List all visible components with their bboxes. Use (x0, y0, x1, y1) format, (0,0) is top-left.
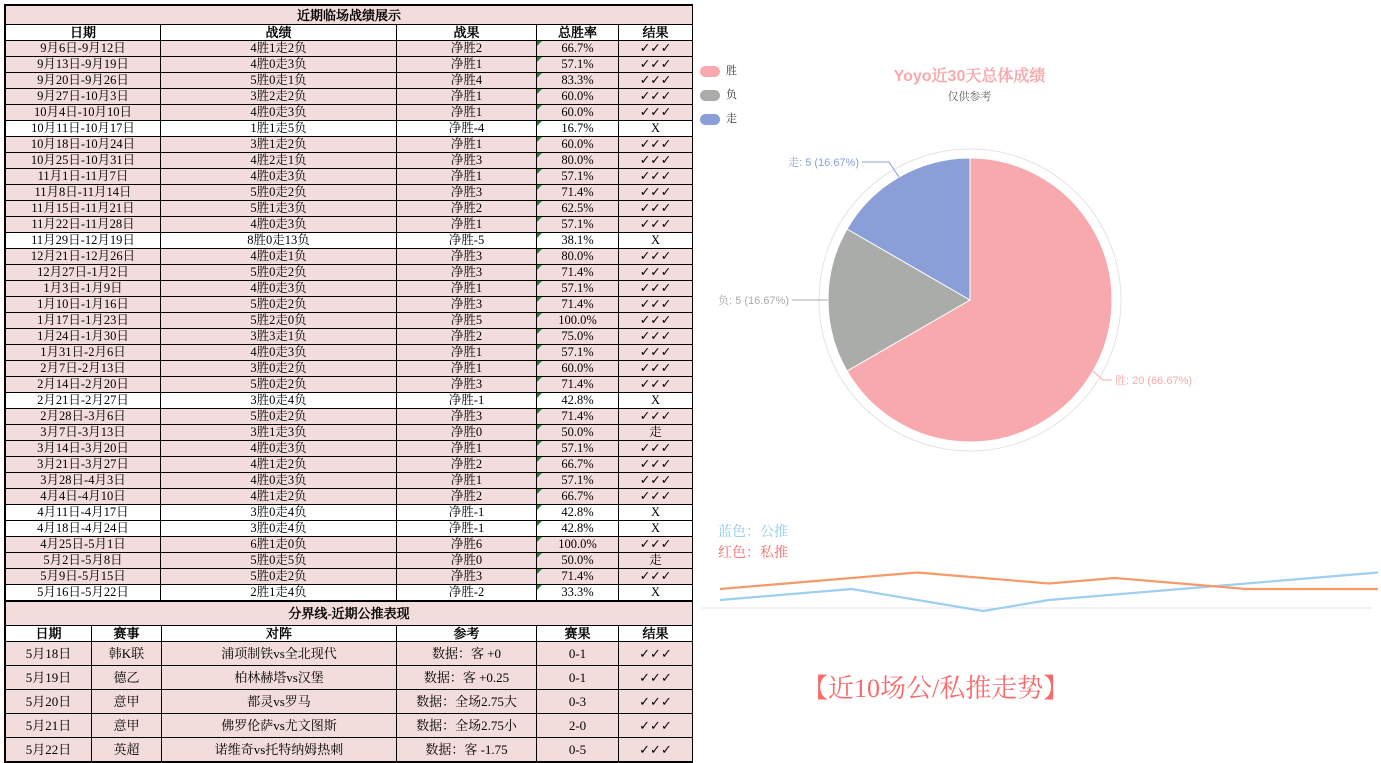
cell-reference: 数据：客 +0 (397, 642, 537, 666)
cell-result: ✓✓✓ (619, 201, 693, 217)
cell-record: 5胜0走2负 (161, 265, 397, 281)
cell-win-rate: 57.1% (537, 281, 619, 297)
recent-title: 分界线-近期公推表现 (6, 602, 693, 626)
table-row (6, 393, 693, 409)
cell-net: 净胜-4 (397, 121, 537, 137)
weekly-records-table (5, 5, 693, 601)
cell-win-rate: 57.1% (537, 473, 619, 489)
cell-date: 1月10日-1月16日 (6, 297, 161, 313)
table-row (6, 185, 693, 201)
cell-result: ✓✓✓ (619, 537, 693, 553)
cell-date: 10月11日-10月17日 (6, 121, 161, 137)
cell-date: 5月2日-5月8日 (6, 553, 161, 569)
table-row (6, 714, 693, 738)
cell-net: 净胜2 (397, 41, 537, 57)
table-row (6, 73, 693, 89)
cell-date: 5月21日 (6, 714, 92, 738)
cell-record: 4胜0走3负 (161, 169, 397, 185)
cell-result: X (619, 585, 693, 601)
cell-result: ✓✓✓ (619, 409, 693, 425)
cell-win-rate: 33.3% (537, 585, 619, 601)
cell-net: 净胜0 (397, 553, 537, 569)
blue-legend-label: 蓝色：公推 (718, 525, 788, 540)
cell-date: 1月31日-2月6日 (6, 345, 161, 361)
cell-record: 4胜0走3负 (161, 57, 397, 73)
cell-net: 净胜5 (397, 313, 537, 329)
header-win-rate: 总胜率 (537, 25, 619, 41)
cell-win-rate: 75.0% (537, 329, 619, 345)
cell-record: 5胜0走2负 (161, 297, 397, 313)
cell-record: 4胜0走3负 (161, 217, 397, 233)
cell-win-rate: 38.1% (537, 233, 619, 249)
cell-record: 4胜0走3负 (161, 441, 397, 457)
cell-win-rate: 60.0% (537, 137, 619, 153)
cell-date: 10月4日-10月10日 (6, 105, 161, 121)
cell-net: 净胜-5 (397, 233, 537, 249)
cell-date: 10月18日-10月24日 (6, 137, 161, 153)
cell-win-rate: 16.7% (537, 121, 619, 137)
cell-win-rate: 60.0% (537, 105, 619, 121)
cell-record: 3胜3走1负 (161, 329, 397, 345)
cell-win-rate: 57.1% (537, 169, 619, 185)
cell-match: 佛罗伦萨vs尤文图斯 (162, 714, 397, 738)
cell-win-rate: 42.8% (537, 505, 619, 521)
header-reference: 参考 (397, 626, 537, 642)
table-row (6, 569, 693, 585)
cell-league: 意甲 (92, 714, 162, 738)
cell-result: X (619, 521, 693, 537)
cell-result: ✓✓✓ (619, 489, 693, 505)
table-row (6, 666, 693, 690)
header-record: 战绩 (161, 25, 397, 41)
cell-record: 4胜1走2负 (161, 489, 397, 505)
cell-result: ✓✓✓ (619, 642, 693, 666)
cell-score: 0-5 (537, 738, 619, 762)
cell-result: ✓✓✓ (619, 738, 693, 762)
legend-label: 胜 (726, 65, 737, 77)
recent-picks-table (5, 601, 693, 762)
cell-score: 0-1 (537, 642, 619, 666)
cell-record: 4胜2走1负 (161, 153, 397, 169)
table-row (6, 297, 693, 313)
trend-line-公推 (720, 573, 1378, 612)
header-league: 赛事 (92, 626, 162, 642)
cell-record: 3胜0走4负 (161, 505, 397, 521)
cell-win-rate: 66.7% (537, 41, 619, 57)
sheet-title: 近期临场战绩展示 (6, 6, 693, 25)
cell-result: ✓✓✓ (619, 217, 693, 233)
cell-win-rate: 66.7% (537, 489, 619, 505)
cell-result: ✓✓✓ (619, 57, 693, 73)
cell-record: 8胜0走13负 (161, 233, 397, 249)
cell-net: 净胜3 (397, 297, 537, 313)
cell-win-rate: 42.8% (537, 521, 619, 537)
cell-record: 4胜1走2负 (161, 457, 397, 473)
table-row (6, 521, 693, 537)
cell-net: 净胜1 (397, 361, 537, 377)
cell-result: ✓✓✓ (619, 377, 693, 393)
cell-date: 4月11日-4月17日 (6, 505, 161, 521)
cell-net: 净胜3 (397, 265, 537, 281)
cell-record: 5胜0走2负 (161, 409, 397, 425)
cell-date: 5月22日 (6, 738, 92, 762)
cell-win-rate: 71.4% (537, 185, 619, 201)
table-row (6, 57, 693, 73)
cell-win-rate: 100.0% (537, 313, 619, 329)
cell-net: 净胜3 (397, 377, 537, 393)
cell-net: 净胜3 (397, 249, 537, 265)
cell-date: 3月21日-3月27日 (6, 457, 161, 473)
cell-score: 0-1 (537, 666, 619, 690)
cell-record: 5胜0走2负 (161, 569, 397, 585)
table-row (6, 361, 693, 377)
cell-result: X (619, 505, 693, 521)
cell-result: 走 (619, 553, 693, 569)
cell-result: ✓✓✓ (619, 441, 693, 457)
cell-result: ✓✓✓ (619, 281, 693, 297)
cell-result: ✓✓✓ (619, 297, 693, 313)
cell-result: X (619, 233, 693, 249)
cell-record: 4胜0走3负 (161, 345, 397, 361)
cell-win-rate: 62.5% (537, 201, 619, 217)
cell-result: ✓✓✓ (619, 169, 693, 185)
pie-subtitle: 仅供参考 (947, 91, 992, 103)
trend-line-chart (692, 560, 1381, 630)
cell-date: 5月19日 (6, 666, 92, 690)
pie-chart (692, 140, 1381, 470)
cell-net: 净胜1 (397, 345, 537, 361)
cell-reference: 数据：全场2.75大 (397, 690, 537, 714)
cell-record: 3胜2走2负 (161, 89, 397, 105)
cell-record: 4胜0走3负 (161, 105, 397, 121)
table-row (6, 345, 693, 361)
cell-net: 净胜1 (397, 57, 537, 73)
cell-record: 5胜2走0负 (161, 313, 397, 329)
table-row (6, 585, 693, 601)
pie-label-胜: 胜: 20 (66.67%) (1115, 375, 1193, 387)
table-row (6, 553, 693, 569)
header-score: 赛果 (537, 626, 619, 642)
cell-result: ✓✓✓ (619, 714, 693, 738)
cell-result: ✓✓✓ (619, 457, 693, 473)
cell-record: 2胜1走4负 (161, 585, 397, 601)
cell-result: ✓✓✓ (619, 89, 693, 105)
cell-result: ✓✓✓ (619, 185, 693, 201)
cell-win-rate: 66.7% (537, 457, 619, 473)
cell-net: 净胜-1 (397, 521, 537, 537)
cell-net: 净胜2 (397, 201, 537, 217)
cell-result: ✓✓✓ (619, 361, 693, 377)
cell-record: 6胜1走0负 (161, 537, 397, 553)
table-row (6, 265, 693, 281)
cell-league: 德乙 (92, 666, 162, 690)
cell-win-rate: 80.0% (537, 153, 619, 169)
table-row (6, 473, 693, 489)
cell-date: 1月17日-1月23日 (6, 313, 161, 329)
table-row (6, 537, 693, 553)
cell-win-rate: 42.8% (537, 393, 619, 409)
cell-date: 5月9日-5月15日 (6, 569, 161, 585)
cell-date: 4月25日-5月1日 (6, 537, 161, 553)
cell-win-rate: 60.0% (537, 89, 619, 105)
cell-date: 4月4日-4月10日 (6, 489, 161, 505)
cell-net: 净胜1 (397, 169, 537, 185)
table-row (6, 169, 693, 185)
cell-net: 净胜4 (397, 73, 537, 89)
table-row (6, 738, 693, 762)
cell-score: 2-0 (537, 714, 619, 738)
cell-result: ✓✓✓ (619, 666, 693, 690)
cell-win-rate: 57.1% (537, 57, 619, 73)
cell-date: 5月18日 (6, 642, 92, 666)
header-net: 战果 (397, 25, 537, 41)
cell-league: 英超 (92, 738, 162, 762)
cell-record: 3胜0走2负 (161, 361, 397, 377)
cell-record: 4胜0走3负 (161, 473, 397, 489)
cell-record: 5胜0走2负 (161, 185, 397, 201)
cell-date: 9月20日-9月26日 (6, 73, 161, 89)
table-row (6, 281, 693, 297)
cell-date: 11月15日-11月21日 (6, 201, 161, 217)
table-row (6, 137, 693, 153)
cell-date: 12月27日-1月2日 (6, 265, 161, 281)
cell-win-rate: 83.3% (537, 73, 619, 89)
cell-result: ✓✓✓ (619, 473, 693, 489)
cell-win-rate: 71.4% (537, 377, 619, 393)
cell-net: 净胜2 (397, 457, 537, 473)
records-sheet (4, 4, 693, 763)
cell-net: 净胜1 (397, 441, 537, 457)
pie-label-负: 负: 5 (16.67%) (718, 295, 789, 307)
cell-result: ✓✓✓ (619, 105, 693, 121)
cell-result: ✓✓✓ (619, 569, 693, 585)
cell-net: 净胜-2 (397, 585, 537, 601)
legend-label: 走 (726, 113, 737, 125)
cell-net: 净胜1 (397, 281, 537, 297)
cell-date: 9月13日-9月19日 (6, 57, 161, 73)
cell-date: 11月29日-12月19日 (6, 233, 161, 249)
table-row (6, 217, 693, 233)
header-date: 日期 (6, 25, 161, 41)
cell-result: ✓✓✓ (619, 153, 693, 169)
trend-caption: 【近10场公/私推走势】 (802, 674, 1070, 703)
cell-win-rate: 57.1% (537, 345, 619, 361)
cell-reference: 数据：全场2.75小 (397, 714, 537, 738)
cell-match: 诺维奇vs托特纳姆热刺 (162, 738, 397, 762)
pie-title: Yoyo近30天总体成绩 (893, 68, 1046, 85)
table-row (6, 233, 693, 249)
header-result: 结果 (619, 25, 693, 41)
cell-result: X (619, 393, 693, 409)
cell-result: ✓✓✓ (619, 265, 693, 281)
cell-net: 净胜1 (397, 105, 537, 121)
header-date: 日期 (6, 626, 92, 642)
header-result: 结果 (619, 626, 693, 642)
legend-item-走 (700, 110, 737, 126)
cell-record: 3胜1走3负 (161, 425, 397, 441)
cell-win-rate: 71.4% (537, 569, 619, 585)
cell-net: 净胜-1 (397, 505, 537, 521)
cell-result: ✓✓✓ (619, 73, 693, 89)
cell-date: 2月28日-3月6日 (6, 409, 161, 425)
cell-record: 3胜0走4负 (161, 393, 397, 409)
cell-net: 净胜6 (397, 537, 537, 553)
cell-date: 3月28日-4月3日 (6, 473, 161, 489)
cell-result: ✓✓✓ (619, 137, 693, 153)
table-row (6, 489, 693, 505)
cell-record: 4胜0走3负 (161, 281, 397, 297)
cell-reference: 数据：客 -1.75 (397, 738, 537, 762)
table-row (6, 690, 693, 714)
cell-date: 2月7日-2月13日 (6, 361, 161, 377)
cell-date: 3月7日-3月13日 (6, 425, 161, 441)
table-row (6, 409, 693, 425)
table-row (6, 505, 693, 521)
cell-win-rate: 71.4% (537, 297, 619, 313)
cell-record: 3胜0走4负 (161, 521, 397, 537)
cell-net: 净胜3 (397, 185, 537, 201)
legend-swatch (700, 90, 720, 101)
legend-swatch (700, 66, 720, 77)
table-row (6, 105, 693, 121)
cell-date: 9月6日-9月12日 (6, 41, 161, 57)
legend-label: 负 (726, 89, 737, 101)
table-row (6, 441, 693, 457)
cell-net: 净胜0 (397, 425, 537, 441)
cell-league: 韩K联 (92, 642, 162, 666)
table-row (6, 201, 693, 217)
cell-net: 净胜3 (397, 409, 537, 425)
cell-result: ✓✓✓ (619, 345, 693, 361)
cell-date: 5月16日-5月22日 (6, 585, 161, 601)
cell-record: 4胜0走1负 (161, 249, 397, 265)
cell-match: 柏林赫塔vs汉堡 (162, 666, 397, 690)
cell-date: 9月27日-10月3日 (6, 89, 161, 105)
cell-date: 2月21日-2月27日 (6, 393, 161, 409)
table-row (6, 41, 693, 57)
table-row (6, 121, 693, 137)
cell-result: ✓✓✓ (619, 313, 693, 329)
cell-record: 5胜1走3负 (161, 201, 397, 217)
table-row (6, 329, 693, 345)
cell-win-rate: 50.0% (537, 553, 619, 569)
cell-date: 3月14日-3月20日 (6, 441, 161, 457)
cell-date: 10月25日-10月31日 (6, 153, 161, 169)
cell-net: 净胜1 (397, 217, 537, 233)
cell-net: 净胜3 (397, 153, 537, 169)
cell-win-rate: 80.0% (537, 249, 619, 265)
cell-match: 都灵vs罗马 (162, 690, 397, 714)
legend-item-胜 (700, 62, 737, 78)
cell-win-rate: 71.4% (537, 265, 619, 281)
table-row (6, 425, 693, 441)
cell-record: 4胜1走2负 (161, 41, 397, 57)
table-row (6, 89, 693, 105)
cell-date: 5月20日 (6, 690, 92, 714)
cell-win-rate: 50.0% (537, 425, 619, 441)
header-match: 对阵 (162, 626, 397, 642)
table-row (6, 642, 693, 666)
cell-result: ✓✓✓ (619, 249, 693, 265)
chart-panel (692, 0, 1381, 759)
pie-label-走: 走: 5 (16.67%) (788, 157, 859, 169)
table-row (6, 153, 693, 169)
cell-record: 5胜0走2负 (161, 377, 397, 393)
cell-result: ✓✓✓ (619, 41, 693, 57)
cell-net: 净胜-1 (397, 393, 537, 409)
cell-date: 11月8日-11月14日 (6, 185, 161, 201)
cell-reference: 数据：客 +0.25 (397, 666, 537, 690)
cell-result: X (619, 121, 693, 137)
cell-record: 1胜1走5负 (161, 121, 397, 137)
cell-date: 11月22日-11月28日 (6, 217, 161, 233)
cell-record: 5胜0走1负 (161, 73, 397, 89)
table-row (6, 377, 693, 393)
table-row (6, 249, 693, 265)
cell-win-rate: 100.0% (537, 537, 619, 553)
cell-date: 1月3日-1月9日 (6, 281, 161, 297)
legend-item-负 (700, 86, 737, 102)
legend-swatch (700, 114, 720, 125)
table-row (6, 313, 693, 329)
cell-result: ✓✓✓ (619, 690, 693, 714)
pie-leader-走 (862, 162, 899, 177)
cell-win-rate: 57.1% (537, 441, 619, 457)
cell-win-rate: 71.4% (537, 409, 619, 425)
cell-result: ✓✓✓ (619, 329, 693, 345)
cell-record: 3胜1走2负 (161, 137, 397, 153)
cell-win-rate: 57.1% (537, 217, 619, 233)
cell-net: 净胜1 (397, 137, 537, 153)
cell-league: 意甲 (92, 690, 162, 714)
cell-net: 净胜3 (397, 569, 537, 585)
table-row (6, 457, 693, 473)
cell-net: 净胜2 (397, 329, 537, 345)
cell-result: 走 (619, 425, 693, 441)
cell-date: 2月14日-2月20日 (6, 377, 161, 393)
cell-date: 11月1日-11月7日 (6, 169, 161, 185)
cell-net: 净胜2 (397, 489, 537, 505)
cell-score: 0-3 (537, 690, 619, 714)
cell-net: 净胜1 (397, 473, 537, 489)
cell-net: 净胜1 (397, 89, 537, 105)
cell-date: 1月24日-1月30日 (6, 329, 161, 345)
red-legend-label: 红色：私推 (718, 546, 788, 561)
cell-record: 5胜0走5负 (161, 553, 397, 569)
cell-date: 4月18日-4月24日 (6, 521, 161, 537)
cell-match: 浦项制铁vs全北现代 (162, 642, 397, 666)
cell-date: 12月21日-12月26日 (6, 249, 161, 265)
cell-win-rate: 60.0% (537, 361, 619, 377)
